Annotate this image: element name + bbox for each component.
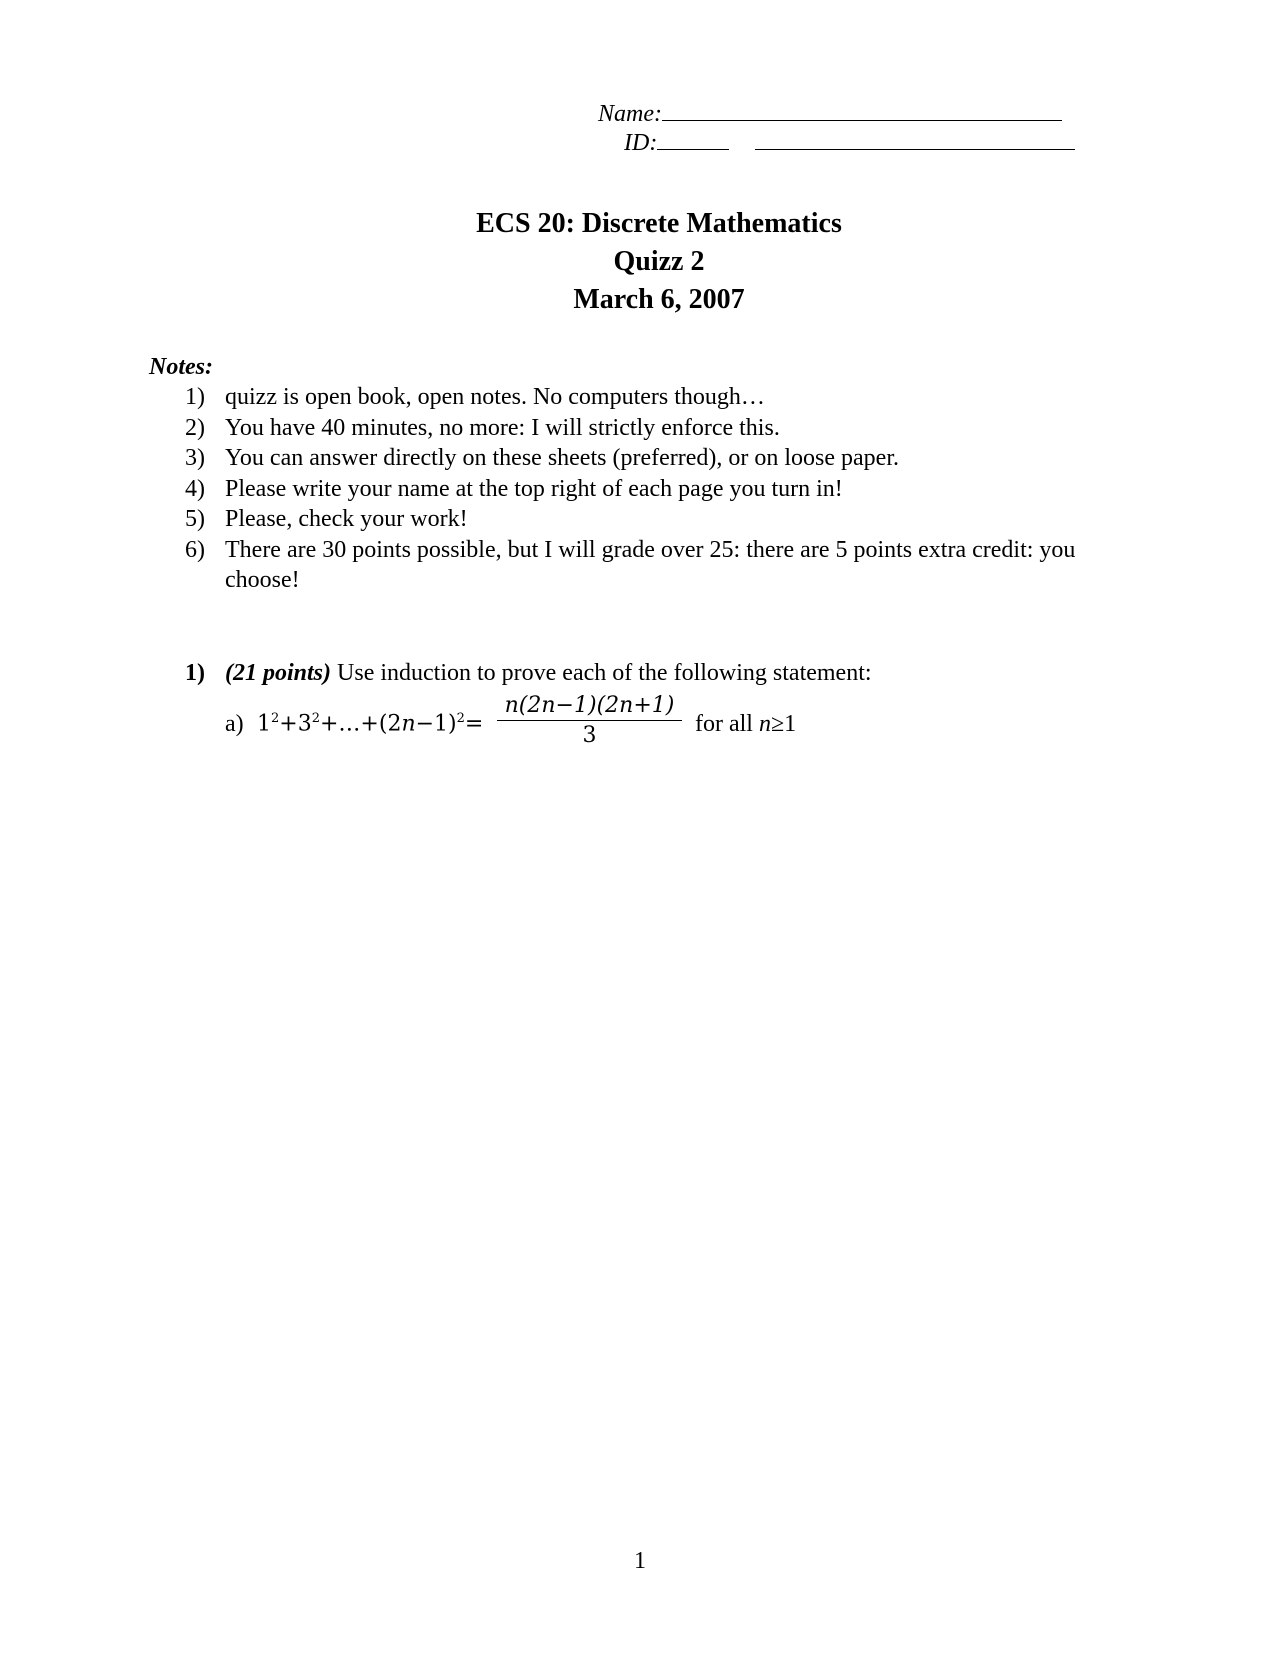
note-item (185, 443, 1125, 474)
page-number: 1 (634, 1548, 646, 1574)
course-title: ECS 20: Discrete Mathematics (476, 208, 842, 239)
note-item (185, 413, 1125, 444)
note-number: 5) (185, 506, 205, 532)
equals-sign: = (464, 711, 484, 737)
note-item (185, 504, 1125, 535)
note-item (185, 535, 1125, 596)
lhs-term: −1) (415, 711, 457, 737)
id-label: ID: (624, 130, 658, 156)
quiz-title (0, 205, 1280, 319)
lhs-term: 1 (257, 711, 271, 737)
note-text: You have 40 minutes, no more: I will strictly enforce this. (225, 414, 780, 441)
note-number: 3) (185, 445, 205, 471)
part-label: a) (225, 711, 244, 737)
note-item (185, 474, 1125, 505)
lhs-term: +3 (279, 711, 312, 737)
question-points: (21 points) (225, 660, 332, 686)
equation-lhs (257, 711, 483, 736)
note-item (185, 382, 1125, 413)
note-number: 2) (185, 414, 205, 441)
lhs-exponent: 2 (271, 711, 280, 726)
question-text: Use induction to prove each of the following statement: (337, 660, 872, 686)
note-number: 4) (185, 475, 205, 502)
note-text: Please write your name at the top right of each page you turn in! (225, 475, 843, 502)
question-1 (185, 658, 1125, 688)
name-blank (662, 102, 1062, 121)
condition-relation: ≥1 (770, 711, 797, 737)
condition-text: for all (695, 711, 753, 737)
fraction-denominator: 3 (582, 723, 597, 748)
question-body (225, 658, 872, 688)
equation-condition (695, 711, 796, 738)
lhs-exponent: 2 (311, 711, 320, 726)
id-line (624, 130, 1075, 157)
lhs-term: +…+(2 (320, 711, 402, 737)
question-number: 1) (185, 660, 205, 686)
name-label: Name: (598, 101, 662, 127)
note-text: There are 30 points possible, but I will grade over 25: there are 5 points extra credit: you choose! (225, 536, 1076, 593)
lhs-exponent: 2 (456, 711, 465, 726)
equation-fraction (497, 693, 682, 748)
notes-list (185, 382, 1125, 596)
lhs-variable: n (401, 711, 416, 737)
notes-heading: Notes: (149, 354, 213, 380)
id-blank-long (755, 131, 1075, 150)
quiz-name: Quizz 2 (613, 246, 705, 277)
id-blank-short (657, 131, 729, 150)
name-line (598, 101, 1062, 128)
note-number: 6) (185, 536, 205, 563)
fraction-numerator: n(2n−1)(2n+1) (497, 693, 682, 721)
quiz-date: March 6, 2007 (573, 284, 745, 315)
note-text: You can answer directly on these sheets (preferred), or on loose paper. (225, 445, 900, 471)
condition-variable: n (758, 711, 771, 737)
note-text: Please, check your work! (225, 506, 468, 532)
note-number: 1) (185, 384, 205, 410)
note-text: quizz is open book, open notes. No computers though… (225, 384, 765, 410)
